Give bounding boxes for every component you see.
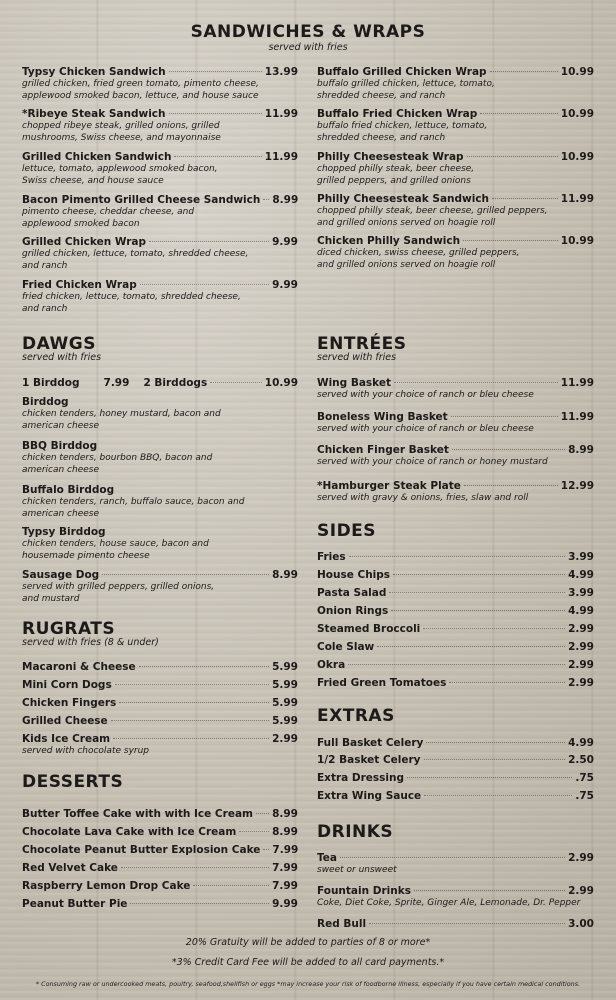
menu-item [317,737,594,749]
item-name: Sausage Dog [22,569,100,581]
entrees-subtitle: served with fries [317,352,397,363]
item-price: 8.99 [272,569,298,581]
menu-item [317,480,594,504]
item-name: Extra Dressing [317,772,404,784]
item-price: 4.99 [568,737,594,749]
menu-item [317,641,594,653]
item-price: 11.99 [264,151,298,163]
menu-item [317,377,594,401]
item-price: 2.99 [568,852,594,864]
menu-item [22,697,298,709]
item-price: 2.99 [568,659,594,671]
item-name: *Hamburger Steak Plate [317,480,461,492]
item-name: 1/2 Basket Celery [317,754,421,766]
menu-item [22,715,298,727]
card-fee-note: *3% Credit Card Fee will be added to all card payments.* [171,957,445,968]
dawgs-title: DAWGS [22,334,96,354]
menu-item [22,236,298,272]
item-name: Typsy Chicken Sandwich [22,66,166,78]
item-price: .75 [575,772,594,784]
item-description: served with grilled peppers, grilled onions, and mustard [22,582,215,604]
item-price: 10.99 [560,66,594,78]
item-name: Philly Cheesesteak Sandwich [317,193,490,205]
menu-item [317,885,594,909]
menu-item [317,605,594,617]
rugrats-title: RUGRATS [22,619,116,639]
item-price: 4.99 [568,569,594,581]
menu-item [22,844,298,856]
menu-item [317,852,594,876]
item-price: 11.99 [560,411,594,423]
two-birddogs-label: 2 Birddogs [143,377,208,389]
item-price: 2.99 [568,677,594,689]
item-price: 7.99 [272,862,298,874]
sandwiches-title: SANDWICHES & WRAPS [190,22,426,42]
item-price: 9.99 [272,236,298,248]
item-price: 8.99 [272,826,298,838]
item-name: Steamed Broccoli [317,623,421,635]
item-name: Extra Wing Sauce [317,790,422,802]
menu-item [317,569,594,581]
item-price: 8.99 [272,808,298,820]
item-price: 3.99 [568,587,594,599]
item-description: chicken tenders, bourbon BBQ, bacon and american cheese [22,453,213,475]
item-price: 2.99 [568,885,594,897]
item-name: Red Velvet Cake [22,862,118,874]
menu-item [22,440,298,476]
item-name: Mini Corn Dogs [22,679,112,691]
item-name: Typsy Birddog [22,526,106,538]
item-price: 10.99 [560,235,594,247]
menu-item [22,679,298,691]
item-description: buffalo fried chicken, lettuce, tomato, shredded cheese, and ranch [317,121,488,143]
item-description: pimento cheese, cheddar cheese, and applewood smoked bacon [22,207,195,229]
item-name: Peanut Butter Pie [22,898,128,910]
menu-item [317,772,594,784]
item-name: Kids Ice Cream [22,733,111,745]
item-name: Wing Basket [317,377,392,389]
item-price: 2.50 [568,754,594,766]
item-price: 7.99 [272,880,298,892]
item-description: chopped ribeye steak, grilled onions, grilled mushrooms, Swiss cheese, and mayonnaise [22,121,221,143]
item-description: sweet or unsweet [317,865,397,875]
item-description: chopped philly steak, beer cheese, grilled peppers, and grilled onions served on hoagie roll [317,206,548,228]
item-name: Chocolate Lava Cake with Ice Cream [22,826,237,838]
item-price: 9.99 [272,898,298,910]
item-name: Fried Chicken Wrap [22,279,137,291]
item-price: 10.99 [560,151,594,163]
menu-item [317,587,594,599]
sides-title: SIDES [317,521,377,541]
item-description: Coke, Diet Coke, Sprite, Ginger Ale, Lemonade, Dr. Pepper [317,898,581,908]
item-price: 13.99 [264,66,298,78]
item-price: 3.00 [568,918,594,930]
menu-item [22,880,298,892]
menu-item [22,396,298,432]
item-price: 11.99 [560,377,594,389]
item-price: 7.99 [272,844,299,856]
menu-item [22,151,298,187]
item-name: Red Bull [317,918,367,930]
drinks-title: DRINKS [317,822,394,842]
entrees-title: ENTRÉES [317,334,407,354]
item-name: Cole Slaw [317,641,375,653]
item-name: Fountain Drinks [317,885,411,897]
menu-item [22,733,298,757]
menu-item [22,898,298,910]
one-birddog-price: 7.99 [103,377,130,389]
menu-item [317,108,594,144]
item-price: 5.99 [272,679,298,691]
gratuity-note: 20% Gratuity will be added to parties of 8 or more* [185,937,431,948]
item-price: 2.99 [272,733,298,745]
item-name: BBQ Birddog [22,440,98,452]
menu-item [317,918,594,930]
item-price: 8.99 [568,444,594,456]
item-name: Onion Rings [317,605,389,617]
menu-item [317,151,594,187]
menu-item [22,808,298,820]
item-name: Pasta Salad [317,587,387,599]
menu-item [22,661,298,673]
item-price: 2.99 [568,641,594,653]
item-name: Buffalo Fried Chicken Wrap [317,108,478,120]
menu-item [317,235,594,271]
sandwiches-subtitle: served with fries [268,42,348,53]
item-price: 9.99 [272,279,298,291]
item-description: lettuce, tomato, applewood smoked bacon, Swiss cheese, and house sauce [22,164,218,186]
item-description: fried chicken, lettuce, tomato, shredded cheese, and ranch [22,292,241,314]
item-name: Fries [317,551,346,563]
dawgs-subtitle: served with fries [22,352,102,363]
menu-item [22,484,298,520]
menu-item [317,411,594,435]
desserts-title: DESSERTS [22,772,124,792]
item-name: Raspberry Lemon Drop Cake [22,880,191,892]
menu-item [317,444,594,468]
item-name: Grilled Cheese [22,715,108,727]
menu-item [317,677,594,689]
item-name: Buffalo Birddog [22,484,115,496]
item-name: House Chips [317,569,391,581]
menu-item [317,551,594,563]
item-price: 2.99 [568,623,594,635]
item-name: Chicken Fingers [22,697,117,709]
item-description: buffalo grilled chicken, lettuce, tomato, shredded cheese, and ranch [317,79,495,101]
item-name: Birddog [22,396,69,408]
item-description: chicken tenders, ranch, buffalo sauce, bacon and american cheese [22,497,245,519]
menu-item [22,569,298,605]
item-price: 4.99 [568,605,594,617]
item-name: Philly Cheesesteak Wrap [317,151,464,163]
item-name: Okra [317,659,346,671]
extras-title: EXTRAS [317,706,395,726]
item-price: 5.99 [272,697,298,709]
item-description: diced chicken, swiss cheese, grilled peppers, and grilled onions served on hoagie roll [317,248,520,270]
item-name: Chicken Finger Basket [317,444,449,456]
birddog-pricing-row [22,377,298,389]
item-name: Tea [317,852,337,864]
item-description: served with gravy & onions, fries, slaw and roll [317,493,529,503]
menu-item [317,790,594,802]
menu-item [22,66,298,102]
menu-item [22,194,298,230]
rugrats-subtitle: served with fries (8 & under) [22,637,159,648]
item-description: served with your choice of ranch or honey mustard [317,457,548,467]
menu-item [317,193,594,229]
item-name: *Ribeye Steak Sandwich [22,108,166,120]
item-name: Grilled Chicken Wrap [22,236,147,248]
one-birddog-label: 1 Birddog [22,377,80,389]
menu-item [317,66,594,102]
item-price: .75 [575,790,594,802]
item-name: Fried Green Tomatoes [317,677,447,689]
item-name: Full Basket Celery [317,737,424,749]
menu-item [22,526,298,562]
item-price: 5.99 [272,661,298,673]
menu-item [22,826,298,838]
menu-item [317,754,594,766]
item-description: chopped philly steak, beer cheese, grilled peppers, and grilled onions [317,164,475,186]
item-name: Bacon Pimento Grilled Cheese Sandwich [22,194,261,206]
item-description: served with your choice of ranch or bleu cheese [317,390,534,400]
item-description: chicken tenders, house sauce, bacon and housemade pimento cheese [22,539,209,561]
item-name: Buffalo Grilled Chicken Wrap [317,66,487,78]
item-description: grilled chicken, lettuce, tomato, shredded cheese, and ranch [22,249,249,271]
two-birddogs-price: 10.99 [264,377,298,389]
item-description: served with your choice of ranch or bleu cheese [317,424,534,434]
menu-item [22,108,298,144]
item-price: 11.99 [560,193,594,205]
item-price: 5.99 [272,715,298,727]
food-safety-disclaimer: * Consuming raw or undercooked meats, poultry, seafood,shellfish or eggs *may increase your risk of foodborne illness, especially if you have certain medical conditions. [35,980,581,988]
item-name: Butter Toffee Cake with with Ice Cream [22,808,253,820]
menu-item [22,279,298,315]
item-price: 12.99 [560,480,594,492]
item-price: 3.99 [568,551,594,563]
item-description: chicken tenders, honey mustard, bacon and american cheese [22,409,221,431]
item-price: 8.99 [272,194,299,206]
item-name: Grilled Chicken Sandwich [22,151,172,163]
item-name: Boneless Wing Basket [317,411,448,423]
item-name: Chicken Philly Sandwich [317,235,461,247]
menu-item [22,862,298,874]
menu-item [317,623,594,635]
item-price: 10.99 [560,108,594,120]
item-description: served with chocolate syrup [22,746,150,756]
item-description: grilled chicken, fried green tomato, pimento cheese, applewood smoked bacon, lettuce, and house sauce [22,79,259,101]
item-name: Macaroni & Cheese [22,661,136,673]
item-name: Chocolate Peanut Butter Explosion Cake [22,844,261,856]
menu-item [317,659,594,671]
item-price: 11.99 [264,108,298,120]
